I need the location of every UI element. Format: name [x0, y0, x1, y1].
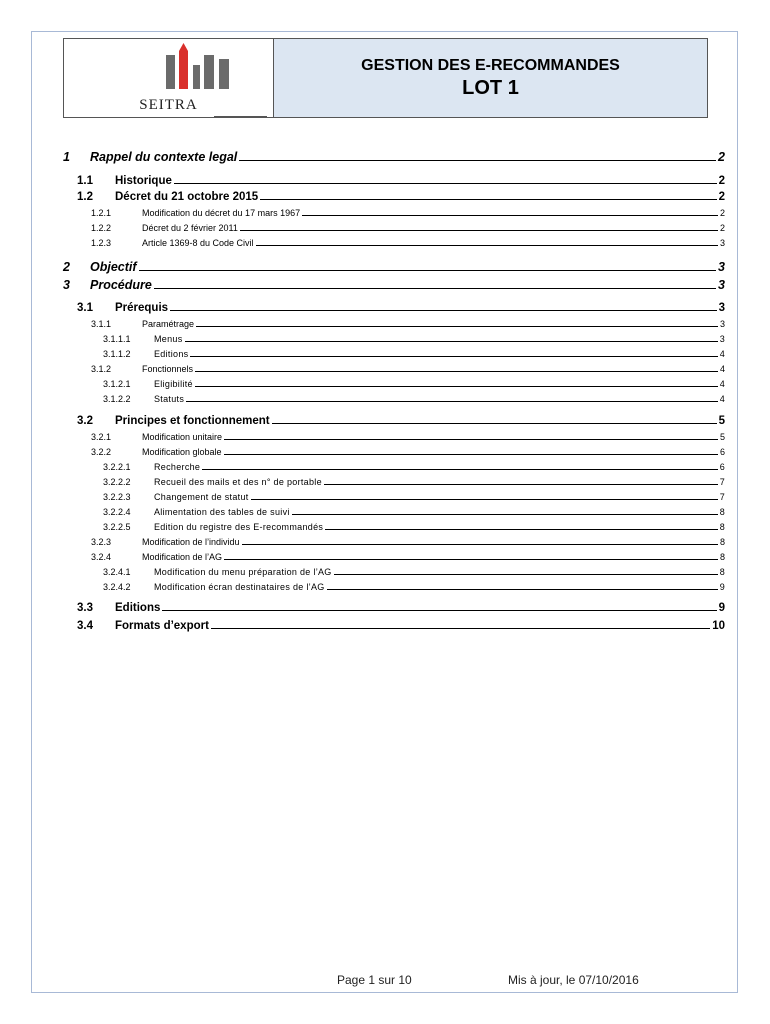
document-header — [63, 38, 708, 118]
toc-entry[interactable] — [91, 432, 725, 442]
title-cell — [274, 39, 707, 117]
toc-entry-number: 3.2.2 — [91, 447, 112, 457]
toc-leader-line — [324, 484, 718, 485]
toc-entry[interactable] — [63, 260, 725, 274]
document-title: GESTION DES E-RECOMMANDES — [361, 57, 620, 74]
toc-entry-title: Modification de l’AG — [142, 552, 223, 562]
toc-entry-number: 3 — [63, 278, 70, 292]
toc-entry-title: Statuts — [154, 394, 185, 404]
toc-leader-line — [325, 529, 718, 530]
toc-entry-page: 8 — [719, 567, 725, 577]
toc-entry-number: 2 — [63, 260, 70, 274]
toc-leader-line — [196, 326, 718, 327]
toc-entry-number: 3.1.2.1 — [103, 379, 131, 389]
toc-entry[interactable] — [103, 507, 725, 517]
toc-leader-line — [260, 199, 716, 200]
toc-entry[interactable] — [77, 620, 725, 632]
toc-entry[interactable] — [103, 334, 725, 344]
toc-entry-page: 3 — [719, 334, 725, 344]
logo-cell — [64, 39, 274, 117]
toc-entry-title: Paramétrage — [142, 319, 195, 329]
toc-entry-title: Historique — [115, 175, 172, 187]
toc-entry-number: 3.1.1.1 — [103, 334, 131, 344]
toc-entry-page: 8 — [719, 507, 725, 517]
toc-entry-page: 8 — [719, 522, 725, 532]
toc-entry-number: 3.1.2.2 — [103, 394, 131, 404]
toc-entry-title: Modification de l’individu — [142, 537, 240, 547]
toc-entry-title: Alimentation des tables de suivi — [154, 507, 290, 517]
toc-entry-title: Modification globale — [142, 447, 222, 457]
toc-entry[interactable] — [91, 447, 725, 457]
toc-entry-number: 3.4 — [77, 620, 93, 632]
toc-entry-number: 3.1.1.2 — [103, 349, 131, 359]
toc-entry-page: 4 — [719, 349, 725, 359]
toc-leader-line — [162, 610, 716, 611]
toc-entry[interactable] — [103, 477, 725, 487]
toc-entry[interactable] — [91, 223, 725, 233]
toc-leader-line — [195, 386, 718, 387]
toc-entry[interactable] — [103, 394, 725, 404]
toc-leader-line — [224, 454, 718, 455]
toc-entry-number: 1 — [63, 150, 70, 164]
toc-leader-line — [202, 469, 717, 470]
toc-leader-line — [139, 270, 717, 271]
toc-entry[interactable] — [91, 537, 725, 547]
toc-entry-number: 3.1.2 — [91, 364, 112, 374]
toc-entry-title: Principes et fonctionnement — [115, 415, 270, 427]
toc-leader-line — [239, 160, 716, 161]
toc-leader-line — [224, 559, 718, 560]
toc-entry-number: 3.2.2.5 — [103, 522, 131, 532]
toc-entry-number: 3.2.1 — [91, 432, 112, 442]
toc-entry[interactable] — [91, 208, 725, 218]
toc-entry-page: 2 — [718, 150, 725, 164]
document-subtitle: LOT 1 — [462, 77, 519, 99]
toc-entry-number: 3.1.1 — [91, 319, 112, 329]
toc-entry-page: 2 — [719, 223, 725, 233]
toc-entry-number: 3.2.4.2 — [103, 582, 131, 592]
toc-entry-number: 1.2.1 — [91, 208, 112, 218]
toc-entry[interactable] — [77, 302, 725, 314]
toc-entry-title: Procédure — [90, 278, 152, 292]
toc-entry-page: 5 — [718, 415, 725, 427]
toc-entry[interactable] — [77, 175, 725, 187]
toc-entry-title: Changement de statut — [154, 492, 249, 502]
toc-entry-number: 3.2.2.3 — [103, 492, 131, 502]
toc-entry[interactable] — [77, 602, 725, 614]
toc-entry-page: 2 — [718, 191, 725, 203]
toc-leader-line — [185, 341, 718, 342]
toc-entry-number: 1.1 — [77, 175, 93, 187]
toc-entry-number: 3.2.2.1 — [103, 462, 131, 472]
toc-entry-page: 4 — [719, 379, 725, 389]
toc-entry-number: 3.1 — [77, 302, 93, 314]
toc-leader-line — [302, 215, 718, 216]
toc-entry-title: Rappel du contexte legal — [90, 150, 238, 164]
toc-entry[interactable] — [91, 364, 725, 374]
toc-entry[interactable] — [63, 150, 725, 164]
toc-entry-page: 3 — [718, 278, 725, 292]
toc-entry-title: Modification du décret du 17 mars 1967 — [142, 208, 301, 218]
seitra-logo-icon — [164, 43, 244, 93]
toc-entry-page: 6 — [719, 462, 725, 472]
toc-leader-line — [211, 628, 710, 629]
toc-entry-page: 2 — [719, 208, 725, 218]
toc-entry-page: 8 — [719, 537, 725, 547]
toc-entry-title: Décret du 21 octobre 2015 — [115, 191, 259, 203]
toc-leader-line — [170, 310, 717, 311]
toc-entry-title: Objectif — [90, 260, 137, 274]
toc-entry-title: Editions — [154, 349, 189, 359]
toc-entry-title: Décret du 2 février 2011 — [142, 223, 238, 233]
toc-entry-page: 3 — [719, 319, 725, 329]
toc-entry-number: 1.2.2 — [91, 223, 112, 233]
toc-entry-title: Recherche — [154, 462, 201, 472]
toc-leader-line — [292, 514, 718, 515]
toc-entry-page: 2 — [718, 175, 725, 187]
toc-entry[interactable] — [77, 415, 725, 427]
toc-entry-page: 7 — [719, 477, 725, 487]
toc-leader-line — [334, 574, 718, 575]
toc-entry-number: 3.2 — [77, 415, 93, 427]
toc-entry[interactable] — [103, 582, 725, 592]
toc-entry-title: Modification écran destinataires de l’AG — [154, 582, 325, 592]
toc-entry-page: 9 — [718, 602, 725, 614]
toc-entry-page: 9 — [719, 582, 725, 592]
toc-entry[interactable] — [103, 567, 725, 577]
toc-leader-line — [251, 499, 718, 500]
page-number: Page 1 sur 10 — [337, 973, 412, 987]
toc-entry-title: Modification du menu préparation de l’AG — [154, 567, 332, 577]
toc-entry-number: 3.2.2.4 — [103, 507, 131, 517]
toc-leader-line — [242, 544, 718, 545]
toc-entry-page: 3 — [718, 260, 725, 274]
toc-entry[interactable] — [91, 552, 725, 562]
toc-entry[interactable] — [103, 462, 725, 472]
toc-entry-page: 6 — [719, 447, 725, 457]
toc-leader-line — [186, 401, 718, 402]
toc-leader-line — [195, 371, 718, 372]
toc-entry[interactable] — [91, 319, 725, 329]
toc-entry-number: 3.3 — [77, 602, 93, 614]
toc-entry-page: 3 — [718, 302, 725, 314]
toc-leader-line — [154, 288, 716, 289]
toc-leader-line — [272, 423, 717, 424]
toc-entry-number: 1.2 — [77, 191, 93, 203]
toc-leader-line — [256, 245, 718, 246]
toc-entry[interactable] — [103, 379, 725, 389]
toc-leader-line — [224, 439, 718, 440]
logo-text: SEITRA — [139, 97, 198, 113]
toc-entry-page: 8 — [719, 552, 725, 562]
toc-entry-page: 4 — [719, 364, 725, 374]
toc-entry-number: 3.2.4 — [91, 552, 112, 562]
toc-leader-line — [327, 589, 718, 590]
toc-entry-title: Menus — [154, 334, 183, 344]
toc-entry-title: Fonctionnels — [142, 364, 194, 374]
toc-entry-title: Modification unitaire — [142, 432, 223, 442]
toc-leader-line — [240, 230, 718, 231]
toc-entry-page: 5 — [719, 432, 725, 442]
toc-entry-title: Eligibilité — [154, 379, 193, 389]
toc-entry[interactable] — [103, 492, 725, 502]
toc-entry-title: Recueil des mails et des n° de portable — [154, 477, 322, 487]
logo-underline — [214, 116, 267, 117]
toc-entry-page: 7 — [719, 492, 725, 502]
toc-entry-number: 3.2.3 — [91, 537, 112, 547]
update-date: Mis à jour, le 07/10/2016 — [508, 973, 639, 987]
toc-entry-title: Edition du registre des E-recommandés — [154, 522, 324, 532]
toc-leader-line — [190, 356, 717, 357]
toc-entry-number: 3.2.2.2 — [103, 477, 131, 487]
toc-entry-number: 3.2.4.1 — [103, 567, 131, 577]
toc-entry[interactable] — [63, 278, 725, 292]
toc-entry-number: 1.2.3 — [91, 238, 112, 248]
toc-leader-line — [174, 183, 717, 184]
toc-entry[interactable] — [103, 349, 725, 359]
toc-entry-title: Article 1369-8 du Code Civil — [142, 238, 254, 248]
toc-entry-page: 10 — [712, 620, 725, 632]
toc-entry-title: Editions — [115, 602, 161, 614]
toc-entry[interactable] — [91, 238, 725, 248]
toc-entry-page: 3 — [719, 238, 725, 248]
toc-entry-page: 4 — [719, 394, 725, 404]
toc-entry-title: Formats d’export — [115, 620, 209, 632]
toc-entry-title: Prérequis — [115, 302, 169, 314]
toc-entry[interactable] — [77, 191, 725, 203]
toc-entry[interactable] — [103, 522, 725, 532]
